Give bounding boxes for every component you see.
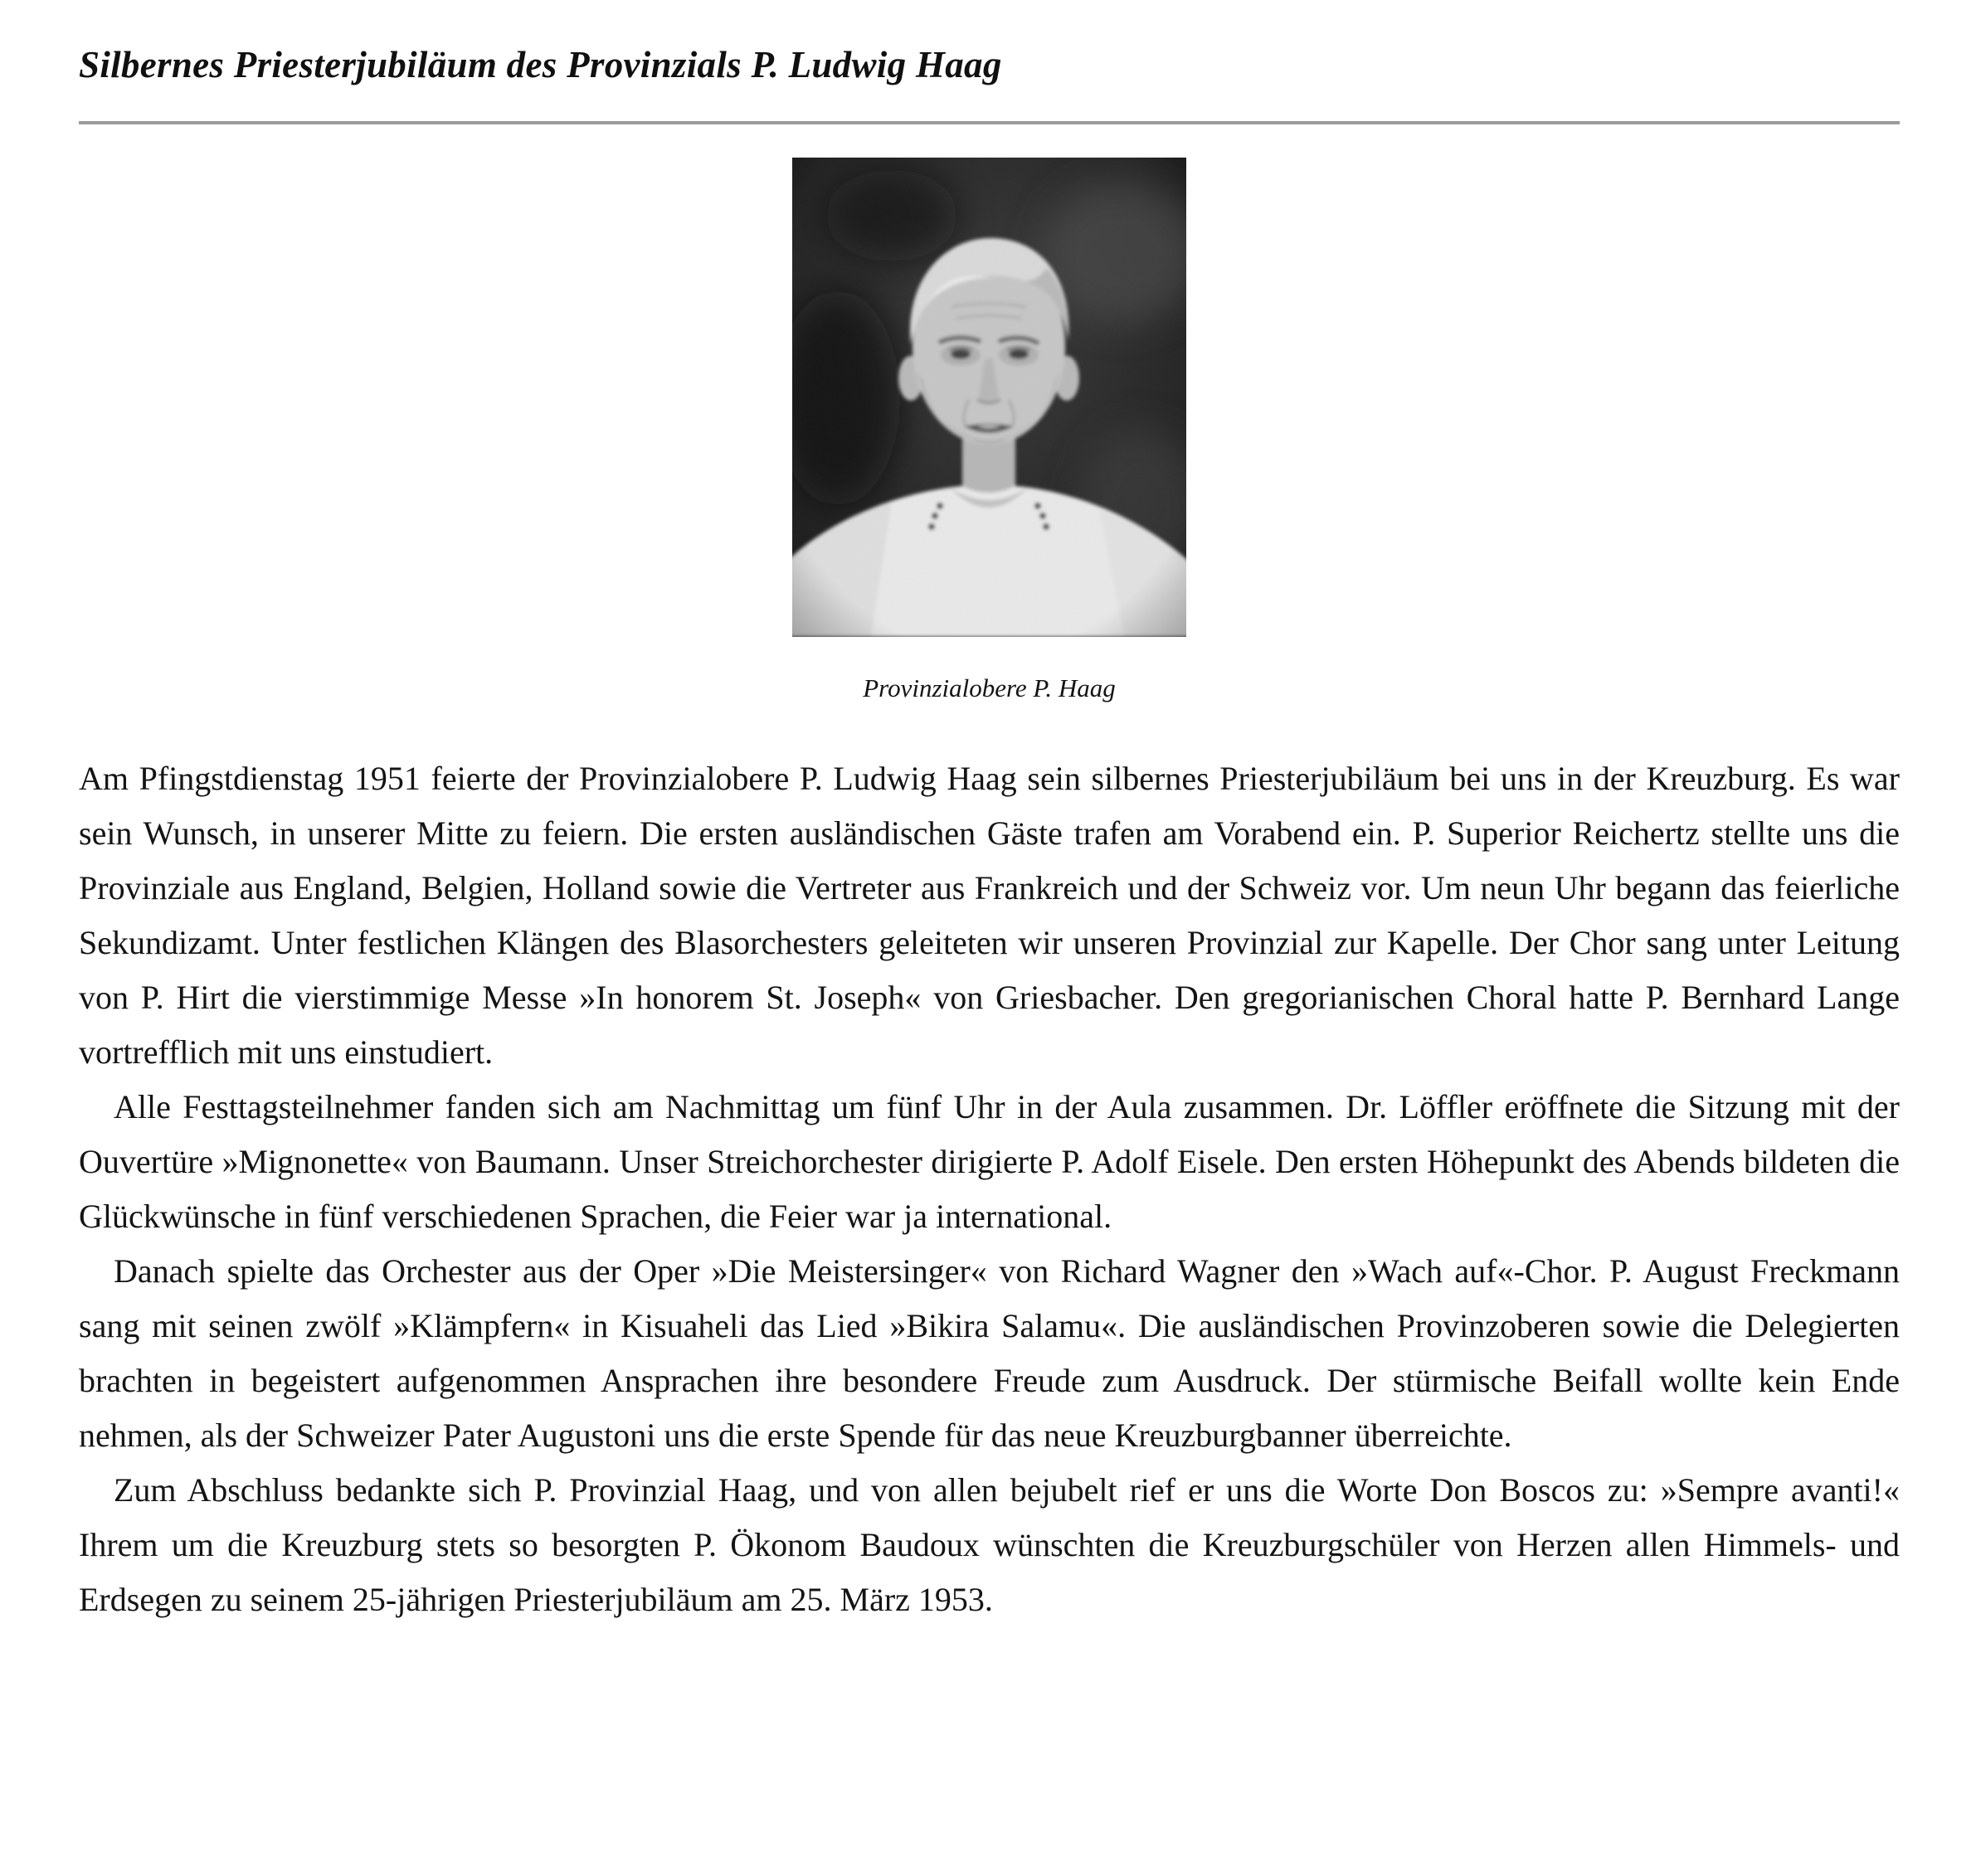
paragraph-2: Alle Festtagsteilnehmer fanden sich am Nachmittag um fünf Uhr in der Aula zusammen. Dr. Löffler eröffnete die Sitzung mit der Ouvertüre »Mignonette« von Baumann. Unser Streichorchester dirigierte P. Adolf Eisele. Den ersten Höhepunkt des Abends bildeten die Glückwünsche in fünf verschiedenen Sprachen, die Feier war ja international. [79,1088,1900,1236]
portrait-photo-graphic [792,158,1186,637]
portrait-figure [792,158,1186,703]
paragraph-1: Am Pfingstdienstag 1951 feierte der Provinzialobere P. Ludwig Haag sein silbernes Priesterjubiläum bei uns in der Kreuzburg. Es war sein Wunsch, in unserer Mitte zu feiern. Die ersten ausländischen Gäste trafen am Vorabend ein. P. Superior Reichertz stellte uns die Provinziale aus England, Belgien, Holland sowie die Vertreter aus Frankreich und der Schweiz vor. Um neun Uhr begann das feierliche Sekundizamt. Unter festlichen Klängen des Blasorchesters geleiteten wir unseren Provinzial zur Kapelle. Der Chor sang unter Leitung von P. Hirt die vierstimmige Messe »In honorem St. Joseph« von Griesbacher. Den gregorianischen Choral hatte P. Bernhard Lange vortrefflich mit uns einstudiert. [79,760,1900,1072]
paragraph-4: Zum Abschluss bedankte sich P. Provinzial Haag, und von allen bejubelt rief er uns die Worte Don Boscos zu: »Sempre avanti!« Ihrem um die Kreuzburg stets so besorgten P. Ökonom Baudoux wünschten die Kreuzburgschüler von Herzen allen Himmels- und Erdsegen zu seinem 25-jährigen Priesterjubiläum am 25. März 1953. [79,1471,1900,1619]
paragraph-3: Danach spielte das Orchester aus der Oper »Die Meistersinger« von Richard Wagner den »Wach auf«-Chor. P. August Freckmann sang mit seinen zwölf »Klämpfern« in Kisuaheli das Lied »Bikira Salamu«. Die ausländischen Provinzoberen sowie die Delegierten brachten in begeistert aufgenommen Ansprachen ihre besondere Freude zum Ausdruck. Der stürmische Beifall wollte kein Ende nehmen, als der Schweizer Pater Augustoni uns die erste Spende für das neue Kreuzburgbanner überreichte. [79,1252,1900,1455]
article-body [79,751,1900,1627]
title-divider [79,121,1900,124]
photo-caption: Provinzialobere P. Haag [863,673,1116,703]
portrait-photo [792,158,1186,637]
page-title: Silbernes Priesterjubiläum des Provinzials P. Ludwig Haag [79,44,1002,85]
